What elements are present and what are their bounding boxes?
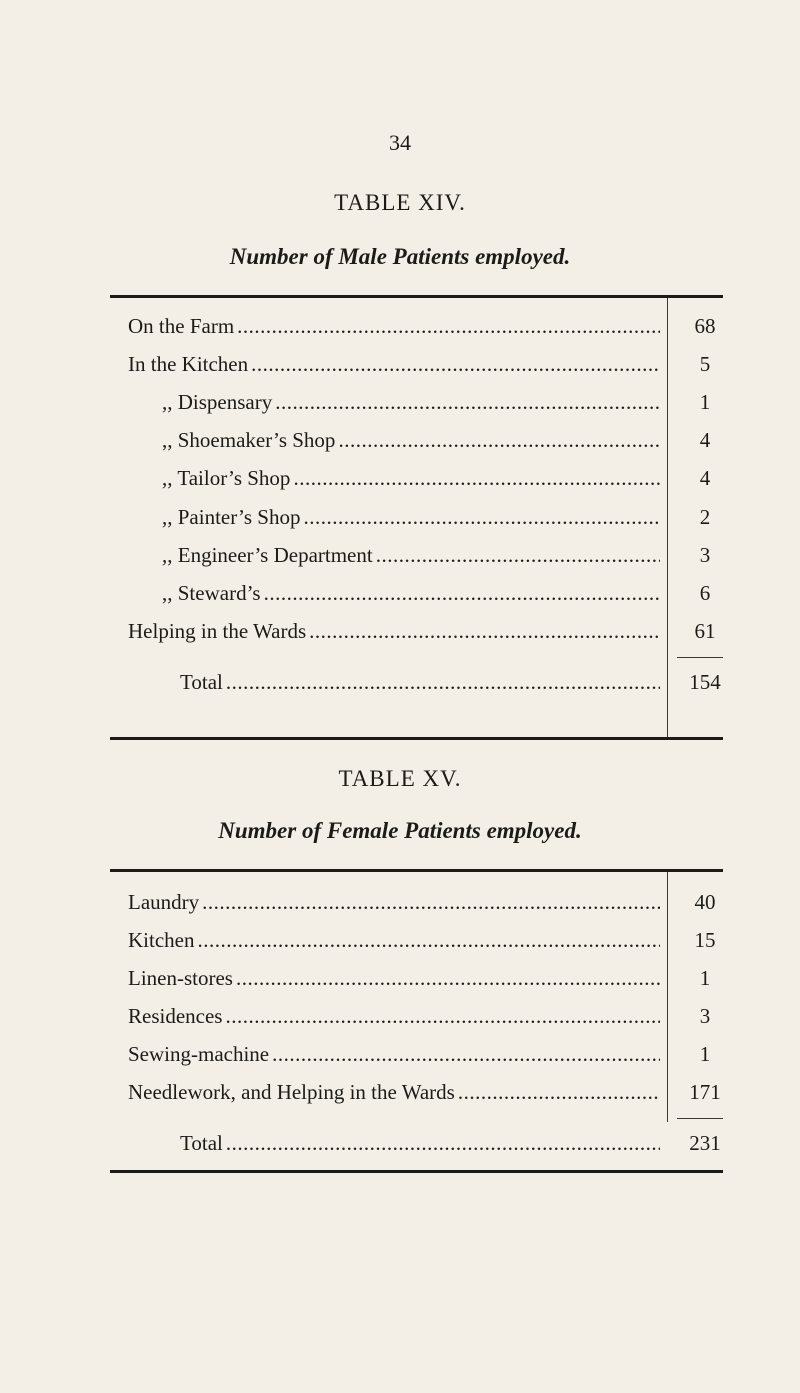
table-row: In the Kitchen ..... [128, 349, 660, 379]
table-row: ,, Shoemaker’s Shop ..... [128, 425, 660, 455]
table-row-value: 5 [699, 352, 711, 376]
table-row-value: 68 [694, 314, 716, 338]
table-xiv-sum-line [677, 657, 723, 658]
table-row: Needlework, and Helping in the Wards ..... [128, 1077, 660, 1107]
table-xiv-title: TABLE XIV. [334, 190, 466, 215]
table-row-value: 15 [694, 928, 716, 952]
table-xiv-total-value: 154 [689, 670, 721, 694]
table-xiv-bottom-rule [110, 737, 723, 740]
table-xv-bottom-rule [110, 1170, 723, 1173]
table-row-value: 3 [699, 543, 711, 567]
table-xv-column-divider [667, 872, 668, 1122]
table-xv-total-row: Total ..... [128, 1128, 660, 1158]
table-row-value: 40 [694, 890, 716, 914]
table-xv-sum-line [677, 1118, 723, 1119]
table-row-value: 1 [699, 1042, 711, 1066]
table-row-value: 4 [699, 466, 711, 490]
table-row-value: 1 [699, 390, 711, 414]
table-row: Residences ..... [128, 1001, 660, 1031]
table-row: Sewing-machine ..... [128, 1039, 660, 1069]
table-xiv-subtitle: Number of Male Patients employed. [229, 244, 571, 269]
table-xiv-top-rule [110, 295, 723, 298]
table-row: Linen-stores ..... [128, 963, 660, 993]
table-xv-subtitle: Number of Female Patients employed. [218, 818, 582, 843]
table-row-value: 6 [699, 581, 711, 605]
table-row: Kitchen ..... [128, 925, 660, 955]
table-row: ,, Painter’s Shop ..... [128, 502, 660, 532]
table-row-value: 61 [694, 619, 716, 643]
table-xv-total-value: 231 [689, 1131, 721, 1155]
table-xv-top-rule [110, 869, 723, 872]
table-row-value: 3 [699, 1004, 711, 1028]
table-row: ,, Tailor’s Shop ..... [128, 463, 660, 493]
table-xiv-total-row: Total ..... [128, 667, 660, 697]
table-row-value: 2 [699, 505, 711, 529]
table-row-value: 1 [699, 966, 711, 990]
table-row: ,, Steward’s ..... [128, 578, 660, 608]
table-row-value: 4 [699, 428, 711, 452]
table-row: Helping in the Wards ..... [128, 616, 660, 646]
table-row: Laundry ..... [128, 887, 660, 917]
table-row: On the Farm ..... [128, 311, 660, 341]
table-row-value: 171 [689, 1080, 721, 1104]
table-row: ,, Dispensary ..... [128, 387, 660, 417]
table-xv-title: TABLE XV. [338, 766, 462, 791]
page-number: 34 [389, 130, 411, 155]
table-row: ,, Engineer’s Department ..... [128, 540, 660, 570]
table-xiv-column-divider [667, 298, 668, 738]
